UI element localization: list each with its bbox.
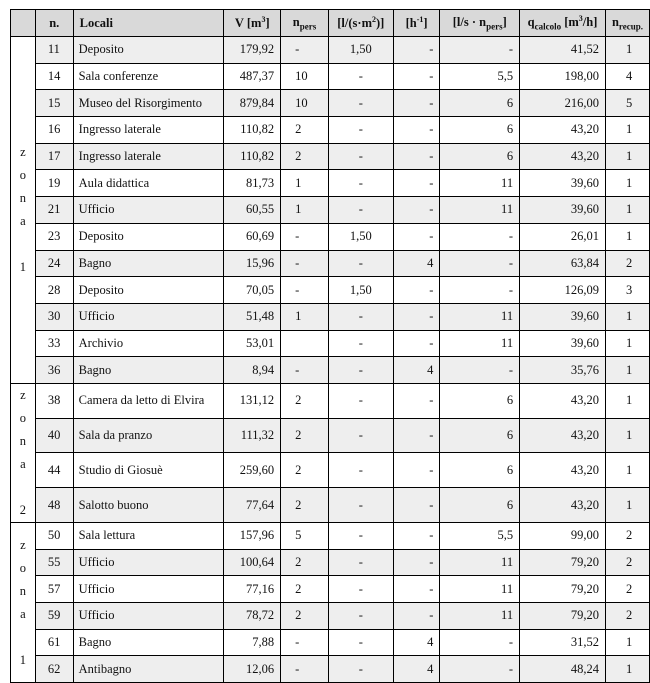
table-row xyxy=(11,488,650,523)
cell-l-s-m2: - xyxy=(328,656,393,683)
cell-l-s-m2: - xyxy=(328,117,393,144)
cell-locale: Deposito xyxy=(73,223,224,250)
cell-l-s-m2: - xyxy=(328,629,393,656)
cell-q-calcolo: 63,84 xyxy=(520,250,606,277)
cell-n: 59 xyxy=(35,603,73,630)
cell-h: - xyxy=(393,522,440,549)
table-row xyxy=(11,656,650,683)
cell-h: - xyxy=(393,453,440,488)
cell-npers: - xyxy=(281,277,329,304)
cell-h: 4 xyxy=(393,629,440,656)
cell-volume: 7,88 xyxy=(224,629,281,656)
cell-n-recup: 3 xyxy=(605,277,649,304)
cell-volume: 110,82 xyxy=(224,143,281,170)
cell-n: 23 xyxy=(35,223,73,250)
cell-locale: Ufficio xyxy=(73,303,224,330)
cell-l-s-m2: - xyxy=(328,576,393,603)
cell-q-calcolo: 43,20 xyxy=(520,143,606,170)
cell-volume: 81,73 xyxy=(224,170,281,197)
cell-npers: - xyxy=(281,250,329,277)
cell-q-calcolo: 43,20 xyxy=(520,383,606,418)
cell-n: 36 xyxy=(35,357,73,384)
cell-npers: 2 xyxy=(281,576,329,603)
cell-npers: 2 xyxy=(281,117,329,144)
cell-l-s-m2: - xyxy=(328,357,393,384)
cell-q-calcolo: 99,00 xyxy=(520,522,606,549)
cell-volume: 157,96 xyxy=(224,522,281,549)
cell-volume: 259,60 xyxy=(224,453,281,488)
cell-n: 44 xyxy=(35,453,73,488)
cell-n: 16 xyxy=(35,117,73,144)
cell-locale: Deposito xyxy=(73,37,224,64)
cell-volume: 879,84 xyxy=(224,90,281,117)
cell-npers: 2 xyxy=(281,549,329,576)
table-row xyxy=(11,629,650,656)
cell-locale: Archivio xyxy=(73,330,224,357)
cell-npers: 10 xyxy=(281,63,329,90)
cell-locale: Deposito xyxy=(73,277,224,304)
cell-n: 33 xyxy=(35,330,73,357)
table-row xyxy=(11,143,650,170)
cell-l-s-npers: - xyxy=(440,37,520,64)
cell-locale: Salotto buono xyxy=(73,488,224,523)
cell-q-calcolo: 39,60 xyxy=(520,330,606,357)
cell-n-recup: 2 xyxy=(605,522,649,549)
cell-l-s-m2: - xyxy=(328,250,393,277)
cell-l-s-npers: - xyxy=(440,629,520,656)
cell-n-recup: 2 xyxy=(605,576,649,603)
cell-n: 57 xyxy=(35,576,73,603)
cell-locale: Ingresso laterale xyxy=(73,143,224,170)
cell-npers: 2 xyxy=(281,453,329,488)
header-locali: Locali xyxy=(73,10,224,37)
zone-label-text: z o n a 1 xyxy=(19,537,27,667)
table-row xyxy=(11,357,650,384)
cell-q-calcolo: 26,01 xyxy=(520,223,606,250)
cell-l-s-npers: 6 xyxy=(440,418,520,453)
cell-h: - xyxy=(393,576,440,603)
cell-q-calcolo: 48,24 xyxy=(520,656,606,683)
cell-l-s-m2: 1,50 xyxy=(328,37,393,64)
cell-npers xyxy=(281,330,329,357)
cell-npers: 10 xyxy=(281,90,329,117)
cell-volume: 111,32 xyxy=(224,418,281,453)
cell-q-calcolo: 39,60 xyxy=(520,303,606,330)
cell-l-s-npers: 5,5 xyxy=(440,522,520,549)
cell-h: - xyxy=(393,418,440,453)
header-q-calcolo: $q_{calcolo}$ $[m^3/h]$ xyxy=(520,10,606,37)
cell-n: 17 xyxy=(35,143,73,170)
cell-l-s-npers: 6 xyxy=(440,383,520,418)
zone-label xyxy=(11,37,36,384)
cell-l-s-npers: 6 xyxy=(440,90,520,117)
cell-n: 28 xyxy=(35,277,73,304)
table-row xyxy=(11,576,650,603)
cell-q-calcolo: 126,09 xyxy=(520,277,606,304)
table-container xyxy=(10,9,650,683)
table-body xyxy=(11,37,650,683)
zone-label-text: z o n a 1 xyxy=(19,144,27,274)
cell-l-s-npers: 5,5 xyxy=(440,63,520,90)
zone-label-text: z o n a 2 xyxy=(19,387,27,517)
cell-q-calcolo: 43,20 xyxy=(520,488,606,523)
cell-l-s-m2: - xyxy=(328,522,393,549)
cell-h: - xyxy=(393,223,440,250)
table-row xyxy=(11,303,650,330)
cell-q-calcolo: 35,76 xyxy=(520,357,606,384)
header-h: $[h^{-1}]$ xyxy=(393,10,440,37)
table-row xyxy=(11,197,650,224)
cell-volume: 487,37 xyxy=(224,63,281,90)
header-n-recup: $n_{recup.}$ xyxy=(605,10,649,37)
cell-locale: Ufficio xyxy=(73,603,224,630)
table-row xyxy=(11,170,650,197)
cell-volume: 131,12 xyxy=(224,383,281,418)
cell-locale: Bagno xyxy=(73,629,224,656)
cell-h: - xyxy=(393,90,440,117)
header-npers: $n_{pers}$ xyxy=(281,10,329,37)
cell-volume: 15,96 xyxy=(224,250,281,277)
cell-q-calcolo: 79,20 xyxy=(520,576,606,603)
zone-label xyxy=(11,383,36,522)
cell-q-calcolo: 43,20 xyxy=(520,418,606,453)
cell-locale: Sala lettura xyxy=(73,522,224,549)
cell-q-calcolo: 43,20 xyxy=(520,453,606,488)
cell-n: 24 xyxy=(35,250,73,277)
cell-h: - xyxy=(393,303,440,330)
cell-n: 38 xyxy=(35,383,73,418)
table-row xyxy=(11,453,650,488)
cell-l-s-m2: - xyxy=(328,453,393,488)
cell-h: - xyxy=(393,197,440,224)
cell-npers: 2 xyxy=(281,488,329,523)
cell-l-s-npers: 11 xyxy=(440,549,520,576)
table-row xyxy=(11,250,650,277)
cell-npers: - xyxy=(281,656,329,683)
cell-l-s-npers: - xyxy=(440,277,520,304)
cell-volume: 100,64 xyxy=(224,549,281,576)
cell-h: 4 xyxy=(393,656,440,683)
cell-n-recup: 1 xyxy=(605,143,649,170)
cell-volume: 8,94 xyxy=(224,357,281,384)
cell-locale: Antibagno xyxy=(73,656,224,683)
cell-l-s-m2: - xyxy=(328,418,393,453)
cell-h: - xyxy=(393,488,440,523)
cell-n: 50 xyxy=(35,522,73,549)
cell-volume: 60,69 xyxy=(224,223,281,250)
cell-n: 14 xyxy=(35,63,73,90)
table-row xyxy=(11,603,650,630)
cell-locale: Ufficio xyxy=(73,576,224,603)
cell-locale: Ingresso laterale xyxy=(73,117,224,144)
cell-q-calcolo: 43,20 xyxy=(520,117,606,144)
cell-q-calcolo: 216,00 xyxy=(520,90,606,117)
cell-locale: Ufficio xyxy=(73,197,224,224)
cell-volume: 110,82 xyxy=(224,117,281,144)
cell-n-recup: 2 xyxy=(605,250,649,277)
cell-q-calcolo: 39,60 xyxy=(520,197,606,224)
cell-l-s-m2: - xyxy=(328,63,393,90)
cell-l-s-npers: 6 xyxy=(440,117,520,144)
cell-n-recup: 2 xyxy=(605,603,649,630)
header-l-s-m2: $[l/(s\cdot m^2)]$ xyxy=(328,10,393,37)
cell-l-s-m2: 1,50 xyxy=(328,277,393,304)
cell-l-s-npers: - xyxy=(440,656,520,683)
cell-volume: 70,05 xyxy=(224,277,281,304)
table-row xyxy=(11,277,650,304)
cell-l-s-m2: - xyxy=(328,603,393,630)
table-row xyxy=(11,63,650,90)
cell-h: - xyxy=(393,383,440,418)
cell-locale: Sala conferenze xyxy=(73,63,224,90)
cell-n-recup: 4 xyxy=(605,63,649,90)
cell-l-s-npers: - xyxy=(440,223,520,250)
cell-q-calcolo: 41,52 xyxy=(520,37,606,64)
cell-n: 11 xyxy=(35,37,73,64)
cell-n-recup: 1 xyxy=(605,303,649,330)
cell-n-recup: 1 xyxy=(605,418,649,453)
cell-l-s-npers: 6 xyxy=(440,488,520,523)
cell-h: 4 xyxy=(393,357,440,384)
cell-n: 61 xyxy=(35,629,73,656)
cell-volume: 77,16 xyxy=(224,576,281,603)
cell-l-s-npers: - xyxy=(440,357,520,384)
cell-l-s-m2: - xyxy=(328,303,393,330)
cell-l-s-m2: - xyxy=(328,488,393,523)
cell-npers: 2 xyxy=(281,383,329,418)
cell-l-s-npers: 11 xyxy=(440,330,520,357)
cell-h: - xyxy=(393,277,440,304)
cell-n-recup: 1 xyxy=(605,357,649,384)
table-row xyxy=(11,522,650,549)
cell-volume: 179,92 xyxy=(224,37,281,64)
cell-locale: Bagno xyxy=(73,357,224,384)
cell-l-s-m2: 1,50 xyxy=(328,223,393,250)
cell-n-recup: 1 xyxy=(605,170,649,197)
cell-n-recup: 1 xyxy=(605,488,649,523)
cell-h: - xyxy=(393,603,440,630)
cell-l-s-m2: - xyxy=(328,549,393,576)
cell-l-s-m2: - xyxy=(328,90,393,117)
cell-n: 62 xyxy=(35,656,73,683)
cell-q-calcolo: 79,20 xyxy=(520,549,606,576)
cell-npers: 2 xyxy=(281,143,329,170)
cell-volume: 78,72 xyxy=(224,603,281,630)
cell-locale: Bagno xyxy=(73,250,224,277)
cell-n: 21 xyxy=(35,197,73,224)
table-row xyxy=(11,383,650,418)
cell-h: - xyxy=(393,170,440,197)
cell-n-recup: 1 xyxy=(605,37,649,64)
cell-h: - xyxy=(393,63,440,90)
cell-npers: - xyxy=(281,223,329,250)
cell-h: - xyxy=(393,37,440,64)
cell-l-s-npers: 11 xyxy=(440,576,520,603)
zone-label xyxy=(11,522,36,682)
cell-volume: 77,64 xyxy=(224,488,281,523)
cell-l-s-npers: 6 xyxy=(440,143,520,170)
cell-q-calcolo: 31,52 xyxy=(520,629,606,656)
cell-l-s-npers: - xyxy=(440,250,520,277)
table-row xyxy=(11,330,650,357)
cell-n-recup: 2 xyxy=(605,549,649,576)
table-row xyxy=(11,90,650,117)
cell-l-s-npers: 11 xyxy=(440,170,520,197)
cell-h: - xyxy=(393,330,440,357)
table-row xyxy=(11,37,650,64)
header-row xyxy=(11,10,650,37)
cell-locale: Museo del Risorgimento xyxy=(73,90,224,117)
cell-npers: 2 xyxy=(281,603,329,630)
header-volume: V $[m^3]$ xyxy=(224,10,281,37)
table-row xyxy=(11,117,650,144)
cell-h: - xyxy=(393,549,440,576)
ventilation-table xyxy=(10,9,650,683)
cell-npers: - xyxy=(281,357,329,384)
cell-l-s-m2: - xyxy=(328,383,393,418)
cell-n-recup: 1 xyxy=(605,117,649,144)
cell-n-recup: 1 xyxy=(605,383,649,418)
cell-l-s-npers: 11 xyxy=(440,197,520,224)
cell-npers: 1 xyxy=(281,197,329,224)
cell-h: - xyxy=(393,143,440,170)
cell-locale: Ufficio xyxy=(73,549,224,576)
cell-volume: 51,48 xyxy=(224,303,281,330)
cell-n: 30 xyxy=(35,303,73,330)
cell-n: 48 xyxy=(35,488,73,523)
cell-locale: Sala da pranzo xyxy=(73,418,224,453)
cell-l-s-m2: - xyxy=(328,197,393,224)
cell-q-calcolo: 198,00 xyxy=(520,63,606,90)
header-l-s-npers: $[l/s \cdot n_{pers}]$ xyxy=(440,10,520,37)
cell-n-recup: 1 xyxy=(605,330,649,357)
cell-n-recup: 1 xyxy=(605,629,649,656)
cell-npers: - xyxy=(281,37,329,64)
header-n: n. xyxy=(35,10,73,37)
cell-locale: Studio di Giosuè xyxy=(73,453,224,488)
cell-n: 19 xyxy=(35,170,73,197)
cell-n-recup: 1 xyxy=(605,197,649,224)
cell-n-recup: 1 xyxy=(605,453,649,488)
cell-l-s-npers: 11 xyxy=(440,303,520,330)
cell-n-recup: 5 xyxy=(605,90,649,117)
cell-n-recup: 1 xyxy=(605,656,649,683)
cell-l-s-npers: 11 xyxy=(440,603,520,630)
cell-h: - xyxy=(393,117,440,144)
cell-volume: 12,06 xyxy=(224,656,281,683)
cell-npers: 1 xyxy=(281,303,329,330)
cell-q-calcolo: 79,20 xyxy=(520,603,606,630)
cell-npers: - xyxy=(281,629,329,656)
cell-npers: 5 xyxy=(281,522,329,549)
cell-l-s-m2: - xyxy=(328,143,393,170)
cell-locale: Camera da letto di Elvira xyxy=(73,383,224,418)
cell-n: 40 xyxy=(35,418,73,453)
cell-npers: 1 xyxy=(281,170,329,197)
cell-l-s-m2: - xyxy=(328,170,393,197)
cell-n: 15 xyxy=(35,90,73,117)
cell-npers: 2 xyxy=(281,418,329,453)
table-row xyxy=(11,418,650,453)
cell-volume: 60,55 xyxy=(224,197,281,224)
cell-l-s-m2: - xyxy=(328,330,393,357)
cell-locale: Aula didattica xyxy=(73,170,224,197)
table-row xyxy=(11,223,650,250)
header-zone xyxy=(11,10,36,37)
cell-h: 4 xyxy=(393,250,440,277)
cell-volume: 53,01 xyxy=(224,330,281,357)
cell-n-recup: 1 xyxy=(605,223,649,250)
cell-q-calcolo: 39,60 xyxy=(520,170,606,197)
table-row xyxy=(11,549,650,576)
cell-n: 55 xyxy=(35,549,73,576)
cell-l-s-npers: 6 xyxy=(440,453,520,488)
